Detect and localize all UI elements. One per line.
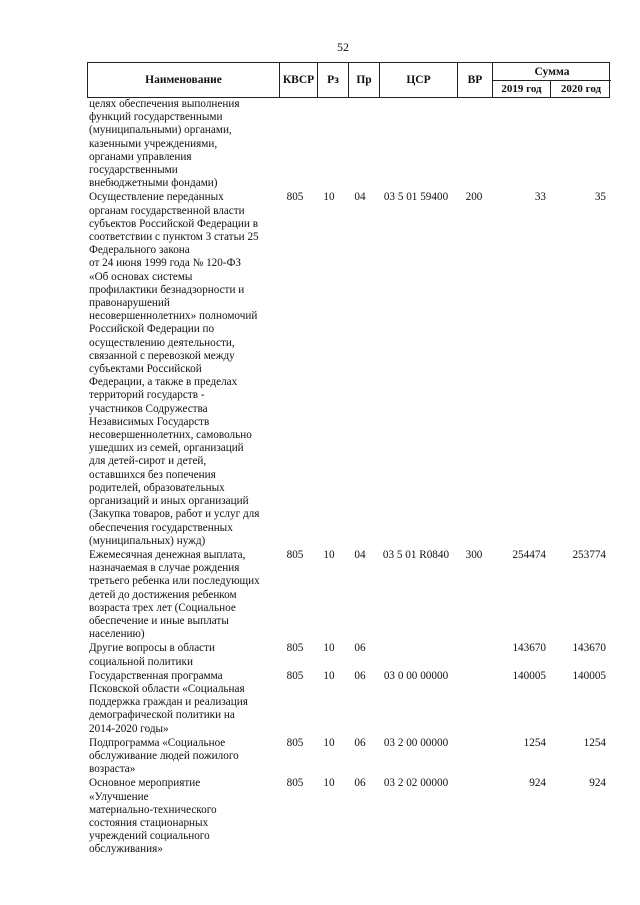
row-name-line: назначаемая в случае рождения [89,562,240,575]
row-name-line: возраста» [89,763,136,776]
row-name-line: обеспечения государственных [89,521,233,534]
row-sum-2019: 1254 [523,736,546,749]
row-name-line: обслуживание людей пожилого [89,749,239,762]
row-name-line: (муниципальных) нужд) [89,534,206,547]
row-kvsr: 805 [286,191,304,204]
row-name-line: родителей, образовательных [89,481,225,494]
row-name-line: Подпрограмма «Социальное [89,736,226,749]
row-name-line: поддержка граждан и реализация [89,696,248,709]
row-name-line: материально-технического [89,803,217,816]
row-name-line: демографической политики на [89,709,235,722]
row-pr: 06 [354,736,366,749]
table-row [87,98,610,190]
row-csr: 03 2 00 00000 [383,736,449,749]
row-name-line: правонарушений [89,297,170,310]
header-year-2019: 2019 год [493,80,551,97]
row-name-line: обслуживания» [89,843,163,856]
row-csr: 03 5 01 59400 [383,191,449,204]
row-name-line: казенными учреждениями, [89,137,218,150]
row-name-line: связанной с перевозкой между [89,349,235,362]
row-sum-2020: 35 [594,191,606,204]
row-name-line: субъектов Российской Федерации в [89,217,258,230]
row-name-line: для детей-сирот и детей, [89,455,207,468]
row-rz: 10 [323,736,335,749]
row-name-line: государственными [89,164,178,177]
header-kvsr: КВСР [280,63,318,97]
table-header [87,62,610,98]
row-sum-2019: 254474 [512,548,546,561]
row-name-line: возраста трех лет (Социальное [89,601,236,614]
table-row [87,549,610,641]
row-csr: 03 2 02 00000 [383,777,449,790]
row-sum-2019: 140005 [512,669,546,682]
row-kvsr: 805 [286,669,304,682]
row-name [87,737,279,777]
row-name-line: Другие вопросы в области [89,642,216,655]
budget-table [87,62,610,857]
row-name-line: целях обеспечения выполнения [89,98,240,110]
row-pr: 06 [354,642,366,655]
row-name-line: организаций и иных организаций [89,495,249,508]
row-sum-2019: 33 [534,191,546,204]
table-row [87,191,610,547]
row-name [87,549,279,641]
row-name-line: «Об основах системы [89,270,193,283]
row-name-line: Псковской области «Социальная [89,682,245,695]
row-name-line: Осуществление переданных [89,191,224,204]
row-name-line: органами управления [89,150,192,163]
row-name-line: Государственная программа [89,669,223,682]
row-sum-2020: 140005 [572,669,606,682]
row-name [87,98,279,190]
row-rz: 10 [323,191,335,204]
row-name [87,642,279,668]
row-name-line: Независимых Государств [89,415,210,428]
header-vr: ВР [458,63,493,97]
row-rz: 10 [323,777,335,790]
header-csr: ЦСР [380,63,458,97]
row-pr: 06 [354,669,366,682]
row-name-line: территорий государств - [89,389,205,402]
row-name-line: состояния стационарных [89,816,209,829]
row-pr: 04 [354,548,366,561]
row-name-line: от 24 июня 1999 года № 120-ФЗ [89,257,242,270]
header-sum: Сумма [493,63,611,81]
row-kvsr: 805 [286,642,304,655]
row-kvsr: 805 [286,736,304,749]
row-sum-2020: 924 [589,777,606,790]
row-name-line: обеспечение и иные выплаты [89,614,229,627]
table-row [87,737,610,777]
row-name-line: населению) [89,628,145,641]
row-name [87,777,279,856]
row-name-line: несовершеннолетних, самовольно [89,429,252,442]
row-name-line: Федерации, а также в пределах [89,376,238,389]
row-sum-2019: 924 [529,777,546,790]
header-pr: Пр [349,63,380,97]
row-name-line: Ежемесячная денежная выплата, [89,548,246,561]
row-rz: 10 [323,642,335,655]
header-rz: Рз [318,63,349,97]
row-csr: 03 0 00 00000 [383,669,449,682]
row-name-line: (Закупка товаров, работ и услуг для [89,508,260,521]
header-year-2020: 2020 год [560,82,602,95]
page-number: 52 [337,40,349,54]
row-rz: 10 [323,548,335,561]
row-name-line: социальной политики [89,655,193,668]
row-name-line: Российской Федерации по [89,323,215,336]
row-kvsr: 805 [286,548,304,561]
header-name: Наименование [88,63,280,97]
row-sum-2020: 143670 [572,642,606,655]
row-sum-2020: 1254 [583,736,606,749]
row-name-line: Федерального закона [89,244,190,257]
row-pr: 04 [354,191,366,204]
row-name-line: соответствии с пунктом 3 статьи 25 [89,231,259,244]
row-rz: 10 [323,669,335,682]
row-sum-2020: 253774 [572,548,606,561]
row-kvsr: 805 [286,777,304,790]
row-name-line: осуществлению деятельности, [89,336,235,349]
row-name-line: (муниципальными) органами, [89,124,232,137]
row-name-line: Основное мероприятие [89,777,201,790]
row-name-line: «Улучшение [89,790,149,803]
row-name-line: субъектами Российской [89,363,202,376]
table-row [87,642,610,668]
table-row [87,777,610,856]
table-body [87,98,610,857]
row-name-line: несовершеннолетних» полномочий [89,310,258,323]
row-name-line: 2014-2020 годы» [89,722,169,735]
row-name-line: органам государственной власти [89,204,245,217]
row-name-line: третьего ребенка или последующих [89,575,260,588]
row-name-line: функций государственными [89,111,223,124]
row-name-line: профилактики безнадзорности и [89,283,245,296]
row-name [87,191,279,547]
row-name-line: ушедших из семей, организаций [89,442,244,455]
row-pr: 06 [354,777,366,790]
row-name-line: детей до достижения ребенком [89,588,237,601]
row-name-line: внебюджетными фондами) [89,177,218,190]
row-vr: 300 [465,548,483,561]
row-name-line: участников Содружества [89,402,208,415]
row-name [87,670,279,736]
row-name-line: оставшихся без попечения [89,468,216,481]
row-name-line: учреждений социального [89,830,210,843]
table-row [87,670,610,736]
row-sum-2019: 143670 [512,642,546,655]
row-vr: 200 [465,191,483,204]
row-csr: 03 5 01 R0840 [382,548,450,561]
header-sum-group [493,63,611,97]
